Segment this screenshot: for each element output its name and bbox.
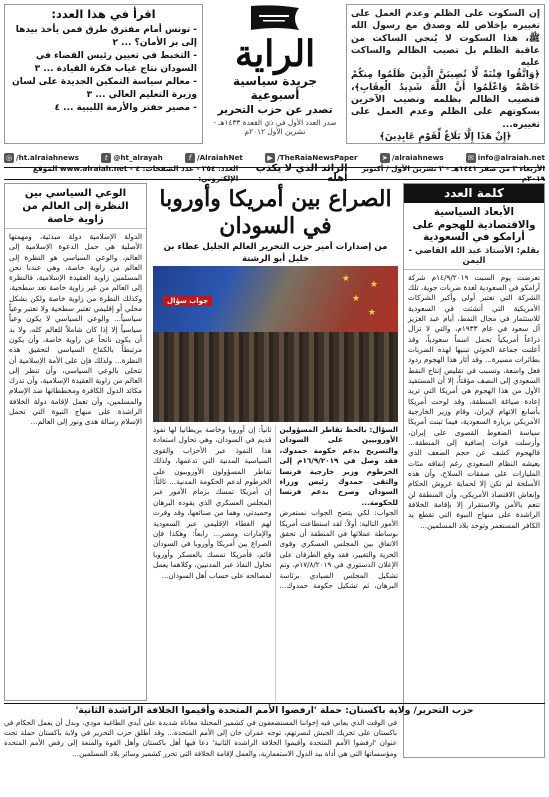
lead-story-question: السؤال: بالحظ تقاطر المسؤولين الأوروبيين على السودان والتصريح بدعم حكومة حمدوك، فقد وصل في ١٦/٩/٢٠١٩م إلى الخرطوم وزير خارجية فرنسا والتقى حمدوك رئيس وزراء السودان وصرح بدعم فرنسا للحكومة... (279, 425, 398, 507)
political-awareness-column (4, 183, 147, 701)
youtube-icon: ▶ (265, 153, 275, 163)
flag-icon (245, 4, 305, 34)
social-link-email[interactable]: ✉ info@alraiah.net (466, 153, 545, 163)
masthead-logo (210, 4, 340, 136)
issue-slogan: الرائد الذي لا يكذب أهله (255, 162, 348, 184)
header-quote: إن السكوت على الظلم وعدم العمل على تغييره بإخلاص لله وصدق مع رسول الله ﷺ، هذا السكوت لا يُنجي الساكت من عاقبة الظلم بل تصيب الظالم والساكت عليه (351, 8, 540, 69)
masthead-publisher: تصدر عن حزب التحرير (217, 104, 333, 116)
in-this-issue-item[interactable]: - مصير حفتر والأزمة الليبية ... ٤ (54, 103, 197, 113)
editorial-column (403, 183, 545, 758)
editorial-author: بقلم: الأستاذ عبد الله القاضي - اليمن (404, 244, 544, 270)
political-awareness-title[interactable]: الوعي السياسي بين النظرة إلى العالم من زاوية خاصة (5, 184, 146, 229)
editorial-body: تعرضت يوم السبت ١٤/٩/٢٠١٩م شركة أرامكو في السعودية لعدة ضربات جوية، تلك الشركة التي تعتبر أولى وأكبر الشركات الأمريكية التي أنشئت في السعودية للاستثمار في مجال النفط، أيام عبد العزيز آل سعود في عام ١٩٣٣م، والتي لا تزال ذراعاً أمريكياً تحمل اسماً سعودياً، وقد أعلنت جماعة الحوثي تبنيها لهذه الضربات بطائرات مسيرة... وقد أثار هذا الهجوم ردود فعل واسعة، وتسبب في تقليص إنتاج النفط السعودي إلى النصف مؤقتاً، إلا أن المستفيد الأول من هذا الهجوم هي أمريكا التي تريد إعادة صياغة المنطقة، وقد لوحت أمريكا بأصابع الاتهام لإيران، وقام وزير الخارجية الأمريكي بزيارة السعودية، فيما تبنت أمريكا سياسة الضغوط القصوى على إيران، وأرسلت قوات إضافية إلى المنطقة... فالهجوم كشف عن حجم الضعف الذي يعيشه النظام السعودي رغم إنفاقه مئات المليارات على صفقات السلاح، وأن هذه الأسلحة لم تكن إلا لحماية عروش الحكام وإنعاش الاقتصاد الأمريكي، وأن المنطقة لن تنعم بالأمن والاستقرار إلا بإقامة الخلافة الراشدة على منهاج النبوة التي تقطع يد الكافر المستعمر وتوحد بلاد المسلمين... (408, 272, 541, 530)
masthead-first-issue: صدر العدد الأول في ذي القعدة ١٤٣٣هـ - تشرين الأول ٢٠١٢م (213, 118, 337, 136)
lead-story-title[interactable]: الصراع بين أمريكا وأوروبا في السودان (159, 186, 392, 239)
lead-story-body (153, 425, 398, 701)
lead-story-answer: الجواب: لكي يتضح الجواب نستعرض الأمور التالية: أولاً: لقد استطاعت أمريكا بوساطة عملائها في المنطقة أن تحقق الاتفاق بين المجلس العسكري وقوى الحرية والتغيير، فقد وقع الطرفان على الإعلان الدستوري في ١٧/٨/٢٠١٩م، وتم تشكيل المجلس السيادي برئاسة البرهان، ثم تشكيل حكومة حمدوك... ثانياً: إن أوروبا وخاصة بريطانيا لها نفوذ قديم في السودان، وهي تحاول استعادة هذا النفوذ عبر الأحزاب والقوى السياسية المدنية التي تدعمها، ولذلك تقاطر المسؤولون الأوروبيون على الخرطوم لدعم الحكومة المدنية... ثالثاً: إن أمريكا تمسك بزمام الأمور عبر المجلس العسكري الذي يقوده البرهان وحميدتي، وهما من صنائعها، وقد وفرت لهم الغطاء الإقليمي عبر السعودية والإمارات ومصر... رابعاً: وهكذا فإن الصراع بين أمريكا وأوروبا في السودان قائم، فأمريكا تمسك بالعسكر وأوروبا تحاول النفاذ عبر المدنيين، وكلاهما يعمل لمصالحه على حساب أهل السودان... (153, 425, 398, 591)
lead-story-subtitle: من إصدارات أمير حزب التحرير العالم الجليل عطاء بن خليل أبو الرشتة (163, 242, 388, 264)
header-verse-2: ﴿إِنْ هَذَا إِلَّا بَلَاغٌ لِّقَوْمٍ عَابِدِينَ﴾ (379, 130, 512, 142)
instagram-icon: ◎ (5, 153, 13, 162)
eu-star-icon: ★ (341, 274, 350, 284)
eu-star-icon: ★ (369, 280, 378, 290)
issue-meta: العدد: ٢٥٤ - عدد الصفحات: ٤ - www.alraiah.net الموقع الإلكتروني: (32, 163, 239, 183)
issue-pages: عدد الصفحات: ٤ (135, 163, 194, 173)
telegram-icon: ➤ (380, 153, 390, 163)
issue-date: الأربعاء ٣ من صفر ١٤٤١هـ - ٢ تشرين الأول / أكتوبر ٢٠١٩م (361, 163, 545, 183)
bottom-story-body: في الوقت الذي يعاني فيه إخواننا المستضعفون في كشمير المحتلة معاناة شديدة على أيدي الطاغية مودي، وبدل أن يعمل الحكام في باكستان على تحريك الجيش لنصرتهم، توجه عمران خان إلى الأمم المتحدة... وقد أطلق حزب التحرير في ولاية باكستان حملة تحت عنوان 'ارفضوا الأمم المتحدة وأقيموا الخلافة الراشدة الثانية' دعا فيها أهل باكستان وأهل القوة والمنعة إلى رفض الأمم المتحدة ومؤسساتها التي هي أداة بيد الدول الاستعمارية، والعمل لإقامة الخلافة التي تحرر كشمير وسائر بلاد المسلمين... (4, 718, 397, 758)
eu-star-icon: ★ (367, 308, 376, 318)
political-awareness-body: الدولة الإسلامية دولة مبدئية، ومهمتها الأصلية هي حمل الدعوة الإسلامية إلى العالم، والوعي السياسي هو النظرة إلى العالم من زاوية خاصة، وهي عندنا نحن المسلمين زاوية العقيدة الإسلامية، فالنظرة إلى العالم من غير زاوية خاصة تعد سطحية، وكذلك النظرة من زاوية خاصة ولكن بشكل محلي أو إقليمي تعتبر سطحية ولا تعتبر وعياً سياسياً... والوعي السياسي لا يكون وعياً سياسياً إلا إذا كان شاملاً للعالم كله، ولا بد أن يكون ناتجاً عن زاوية خاصة، وأن يكون مرتبطاً بالكفاح السياسي لتحقيق هذه النظرة... ولذلك فإن على الأمة الإسلامية أن تتحلى بالوعي السياسي، وأن تنظر إلى العالم من زاوية العقيدة الإسلامية، وأن تدرك مكائد الدول الكافرة ومخططاتها ضد الإسلام والمسلمين، وأن تعمل لإقامة دولة الخلافة الراشدة على منهاج النبوة التي تحمل الإسلام رسالة هدى ونور إلى العالم... (9, 232, 142, 427)
facebook-icon: f (185, 153, 195, 163)
in-this-issue-item[interactable]: - تونس أمام مفترق طرق فمن يأخذ بيدها إلى بر الأمان؟ ... ٢ (15, 25, 197, 48)
social-link-youtube[interactable]: ▶ /TheRaiaNewsPaper (265, 153, 358, 163)
twitter-icon: t (101, 153, 111, 163)
email-icon: ✉ (466, 153, 476, 163)
social-link-facebook[interactable]: f /AlraiahNet (185, 153, 243, 163)
issue-bar (4, 162, 545, 184)
social-link-twitter[interactable]: t @ht_alrayah (101, 153, 162, 163)
in-this-issue-heading: اقرأ في هذا العدد: (51, 7, 156, 21)
masthead-subtitle: جريدة سياسية أسبوعية (233, 74, 317, 102)
lead-story-photo (153, 266, 398, 422)
social-link-telegram[interactable]: ➤ /alraiahnews (380, 153, 444, 163)
issue-number: العدد: ٢٥٤ (202, 163, 239, 173)
in-this-issue-item[interactable]: - معالم سياسة التمكين الجديدة على لسان وزيرة التعليم العالي ... ٣ (12, 77, 197, 100)
in-this-issue-box (4, 4, 203, 144)
editorial-head: كلمة العدد (404, 184, 544, 203)
social-link-instagram[interactable]: ◎ /ht.alraiahnews (5, 153, 79, 162)
issue-website[interactable]: www.alraiah.net الموقع الإلكتروني: (32, 163, 239, 183)
crowd-image (153, 332, 398, 422)
eu-star-icon: ★ (351, 294, 360, 304)
photo-tag: جواب سؤال (163, 296, 212, 306)
header-verse: ﴿وَاتَّقُوا فِتْنَةً لَّا تُصِيبَنَّ الَّذِينَ ظَلَمُوا مِنكُمْ خَاصَّةً وَاعْلَمُوا أَنَّ اللَّهَ شَدِيدُ الْعِقَابِ﴾، فتصيب الظالم بظلمه وتصيب الآخرين بسكوتهم على الظلم وعدم العمل على تغييره... (351, 69, 540, 130)
header-quote-box (346, 4, 545, 144)
masthead-title: الراية (234, 33, 316, 75)
editorial-title[interactable]: الأبعاد السياسية والاقتصادية للهجوم على أرامكو في السعودية (412, 206, 536, 243)
in-this-issue-item[interactable]: - التخبط في تعيين رئيس القضاء في السودان نتاج غياب فكرة القيادة ... ٣ (34, 51, 197, 74)
bottom-story-title[interactable]: حزب التحرير/ ولاية باكستان: حملة 'ارفضوا الأمم المتحدة وأقيموا الخلافة الراشدة الثانية' (4, 703, 545, 717)
